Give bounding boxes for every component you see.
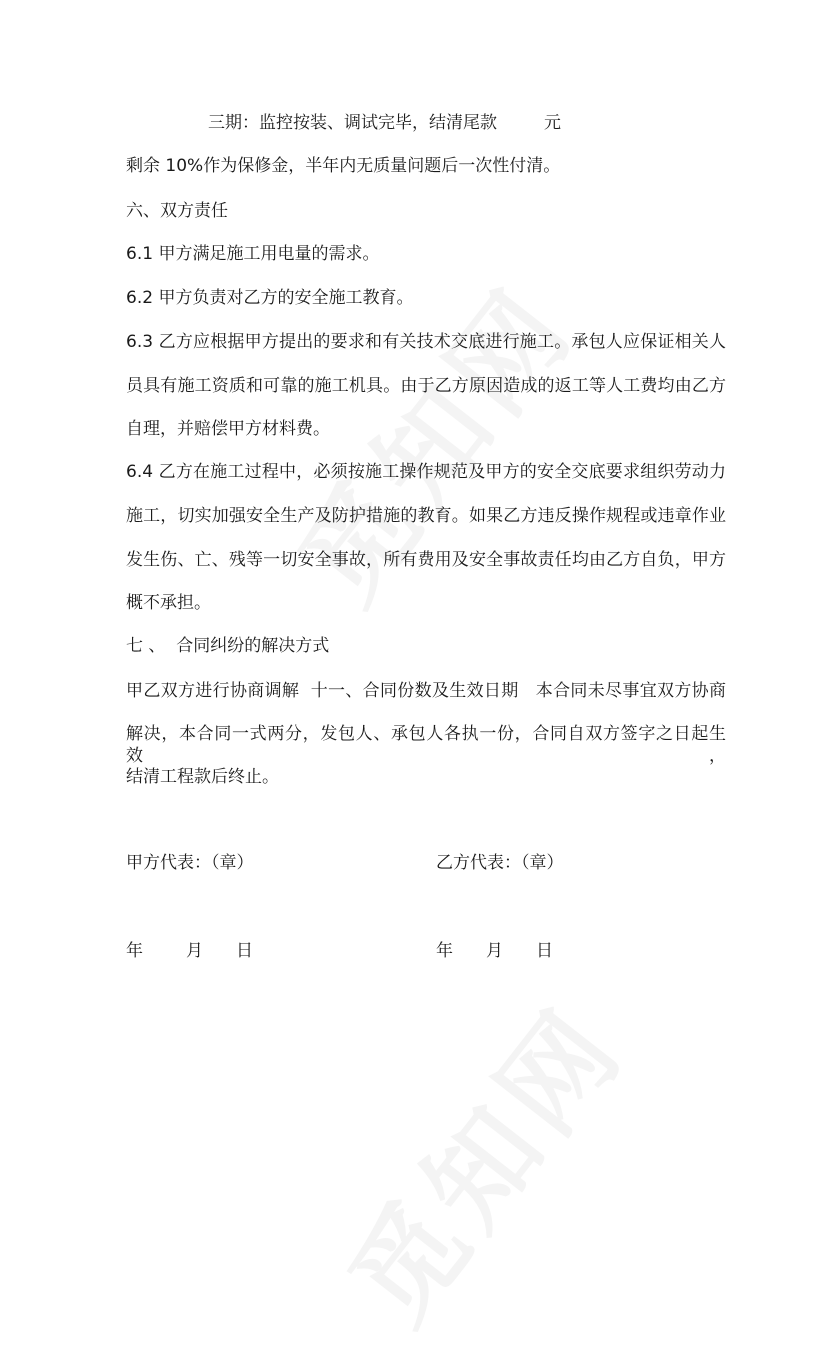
section7-body-line: 解决，本合同一式两分，发包人、承包人各执一份，合同自双方签字之日起生效， — [126, 724, 726, 766]
payment-phase3: 三期：监控按装、调试完毕，结清尾款 — [208, 113, 497, 133]
clause-6-4-line: 发生伤、亡、残等一切安全事故，所有费用及安全事故责任均由乙方自负，甲方 — [126, 550, 726, 570]
clause-6-1: 6.1 甲方满足施工用电量的需求。 — [126, 244, 380, 264]
party-b-representative: 乙方代表：（章） — [436, 853, 564, 873]
party-b-date-month: 月 — [486, 941, 503, 961]
retention-note: 剩余 10%作为保修金，半年内无质量问题后一次性付清。 — [126, 156, 561, 176]
section7-body-line: 甲乙双方进行协商调解 十一、合同份数及生效日期 本合同未尽事宜双方协商 — [126, 681, 726, 701]
section7-body-line: 结清工程款后终止。 — [126, 767, 279, 787]
party-a-date-month: 月 — [186, 941, 203, 961]
section6-title: 六、双方责任 — [126, 201, 228, 221]
clause-6-2: 6.2 甲方负责对乙方的安全施工教育。 — [126, 288, 414, 308]
section7-title: 七 、 合同纠纷的解决方式 — [126, 636, 330, 656]
payment-phase3-unit: 元 — [544, 113, 561, 133]
clause-6-3-line: 员具有施工资质和可靠的施工机具。由于乙方原因造成的返工等人工费均由乙方 — [126, 376, 726, 396]
party-b-date-day: 日 — [536, 941, 553, 961]
party-a-representative: 甲方代表：（章） — [126, 853, 254, 873]
clause-6-4-line: 6.4 乙方在施工过程中，必须按施工操作规范及甲方的安全交底要求组织劳动力 — [126, 462, 726, 482]
party-b-date-year: 年 — [436, 941, 453, 961]
clause-6-4-line: 施工，切实加强安全生产及防护措施的教育。如果乙方违反操作规程或违章作业 — [126, 506, 726, 526]
party-a-date-day: 日 — [236, 941, 253, 961]
watermark — [307, 969, 653, 1349]
clause-6-3-line: 6.3 乙方应根据甲方提出的要求和有关技术交底进行施工。承包人应保证相关人 — [126, 332, 726, 352]
clause-6-4-line: 概不承担。 — [126, 593, 211, 613]
clause-6-3-line: 自理，并赔偿甲方材料费。 — [126, 419, 330, 439]
party-a-date-year: 年 — [126, 941, 143, 961]
